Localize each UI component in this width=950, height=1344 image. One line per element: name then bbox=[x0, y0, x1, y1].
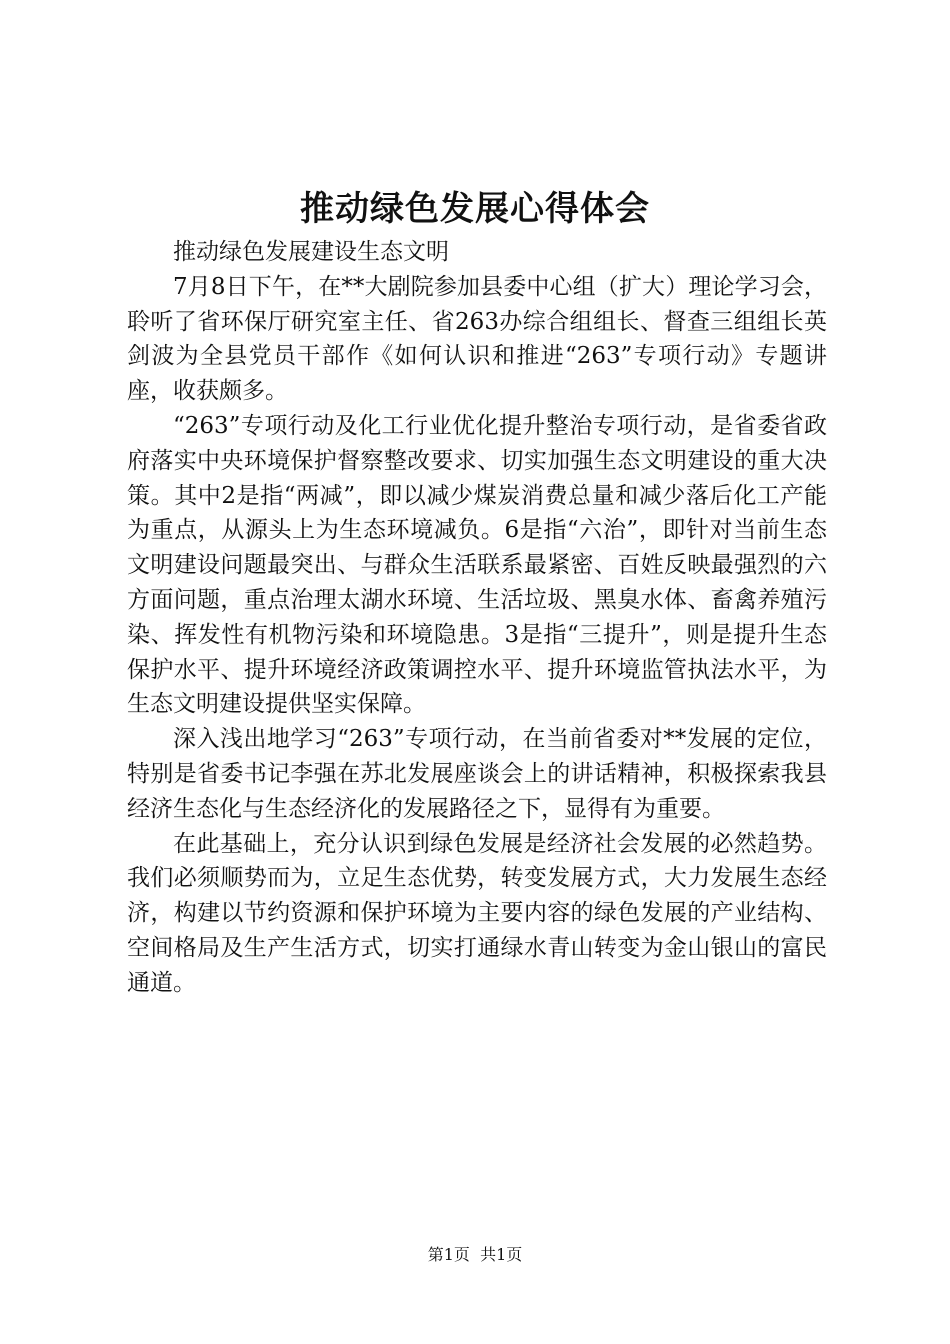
page-footer bbox=[0, 1244, 950, 1266]
body-paragraph: 深入浅出地学习“263”专项行动，在当前省委对**发展的定位，特别是省委书记李强在苏北发展座谈会上的讲话精神，积极探索我县经济生态化与生态经济化的发展路径之下，显得有为重要。 bbox=[127, 726, 827, 822]
body-paragraph: 在此基础上，充分认识到绿色发展是经济社会发展的必然趋势。我们必须顺势而为，立足生态优势，转变发展方式，大力发展生态经济，构建以节约资源和保护环境为主要内容的绿色发展的产业结构、空间格局及生产生活方式，切实打通绿水青山转变为金山银山的富民通道。 bbox=[127, 830, 827, 996]
page-number-label: 第1页 共1页 bbox=[427, 1245, 523, 1264]
body-paragraph: “263”专项行动及化工行业优化提升整治专项行动，是省委省政府落实中央环境保护督察整改要求、切实加强生态文明建设的重大决策。其中2是指“两减”，即以减少煤炭消费总量和减少落后化工产能为重点，从源头上为生态环境减负。6是指“六治”，即针对当前生态文明建设问题最突出、与群众生活联系最紧密、百姓反映最强烈的六方面问题，重点治理太湖水环境、生活垃圾、黑臭水体、畜禽养殖污染、挥发性有机物污染和环境隐患。3是指“三提升”，则是提升生态保护水平、提升环境经济政策调控水平、提升环境监管执法水平，为生态文明建设提供坚实保障。 bbox=[127, 412, 827, 718]
document-body bbox=[127, 235, 827, 1001]
document-title: 推动绿色发展心得体会 bbox=[300, 189, 650, 229]
body-paragraph-subtitle: 推动绿色发展建设生态文明 bbox=[173, 239, 449, 265]
body-paragraph: 7月8日下午，在**大剧院参加县委中心组（扩大）理论学习会，聆听了省环保厅研究室主任、省263办综合组组长、督查三组组长英剑波为全县党员干部作《如何认识和推进“263”专项行动》专题讲座，收获颇多。 bbox=[127, 273, 827, 405]
